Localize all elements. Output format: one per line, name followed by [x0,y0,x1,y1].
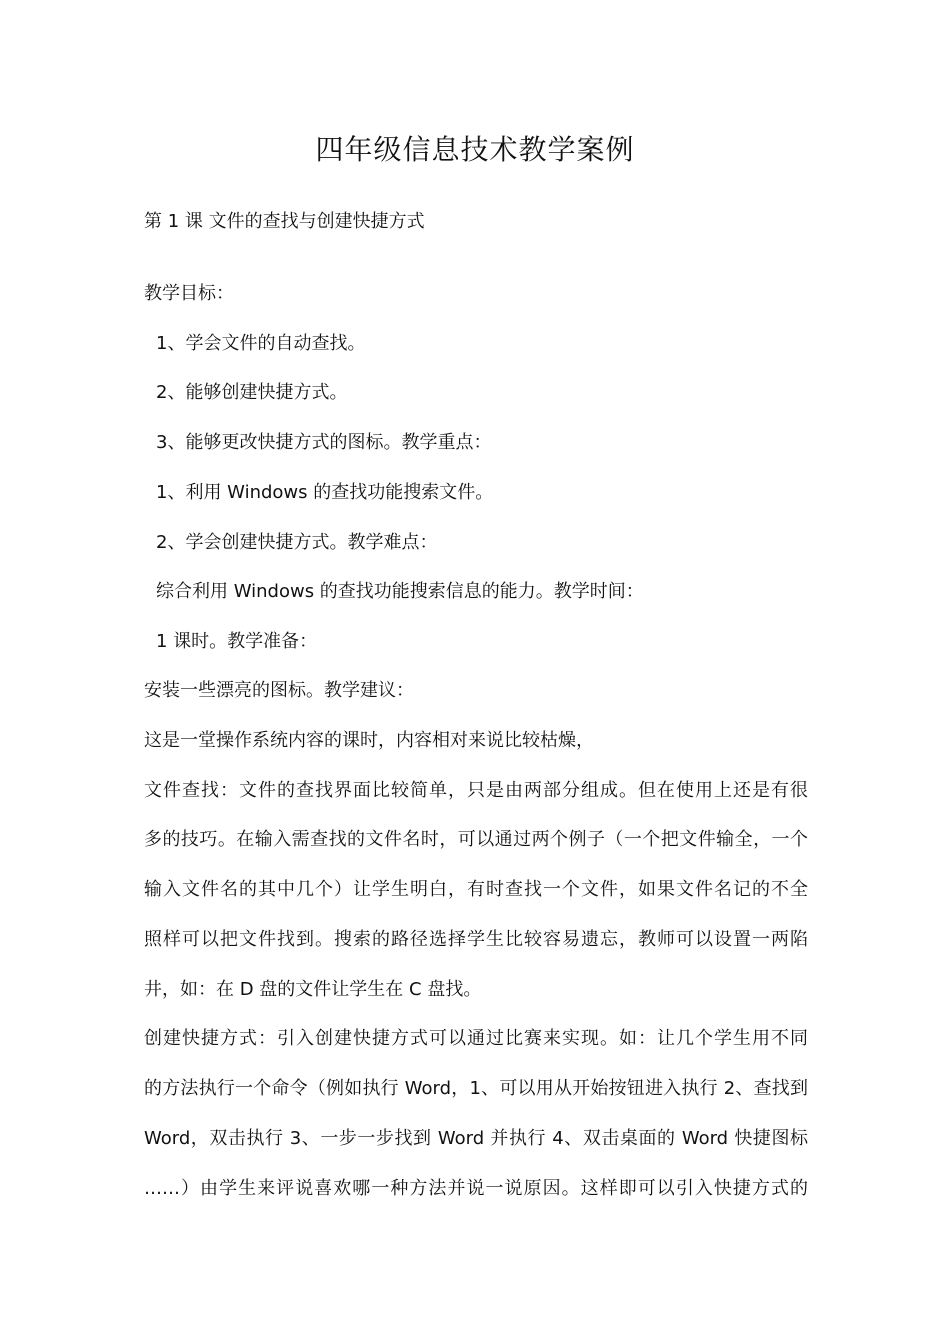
suggestion-intro: 这是一堂操作系统内容的课时，内容相对来说比较枯燥， [144,730,594,751]
lesson-heading: 第 1 课 文件的查找与创建快捷方式 [144,211,425,232]
file-search-line-4: 照样可以把文件找到。搜索的路径选择学生比较容易遗忘，教师可以设置一两陷 [144,929,808,950]
shortcut-line-4: ……）由学生来评说喜欢哪一种方法并说一说原因。这样即可以引入快捷方式的 [144,1178,808,1199]
difficulty-text: 综合利用 Windows 的查找功能搜索信息的能力。教学时间： [156,581,644,602]
key-point-1: 1、利用 Windows 的查找功能搜索文件。 [156,482,494,503]
objective-2: 2、能够创建快捷方式。 [156,382,348,403]
key-point-2: 2、学会创建快捷方式。教学难点： [156,532,438,553]
file-search-line-3: 输入文件名的其中几个）让学生明白，有时查找一个文件，如果文件名记的不全 [144,879,808,900]
shortcut-line-1: 创建快捷方式：引入创建快捷方式可以通过比赛来实现。如：让几个学生用不同 [144,1028,808,1049]
shortcut-line-3: Word，双击执行 3、一步一步找到 Word 并执行 4、双击桌面的 Word 快捷图标 [144,1128,808,1149]
file-search-line-2: 多的技巧。在输入需查找的文件名时，可以通过两个例子（一个把文件输全，一个 [144,829,808,850]
file-search-line-1: 文件查找：文件的查找界面比较简单，只是由两部分组成。但在使用上还是有很 [144,780,808,801]
objectives-heading: 教学目标： [144,283,234,304]
time-text: 1 课时。教学准备： [156,631,318,652]
objective-3: 3、能够更改快捷方式的图标。教学重点： [156,432,492,453]
preparation-text: 安装一些漂亮的图标。教学建议： [144,680,414,701]
objective-1: 1、学会文件的自动查找。 [156,333,366,354]
shortcut-line-2: 的方法执行一个命令（例如执行 Word，1、可以用从开始按钮进入执行 2、查找到 [144,1078,808,1099]
file-search-line-5: 井，如：在 D 盘的文件让学生在 C 盘找。 [144,979,482,1000]
document-title: 四年级信息技术教学案例 [315,133,635,166]
